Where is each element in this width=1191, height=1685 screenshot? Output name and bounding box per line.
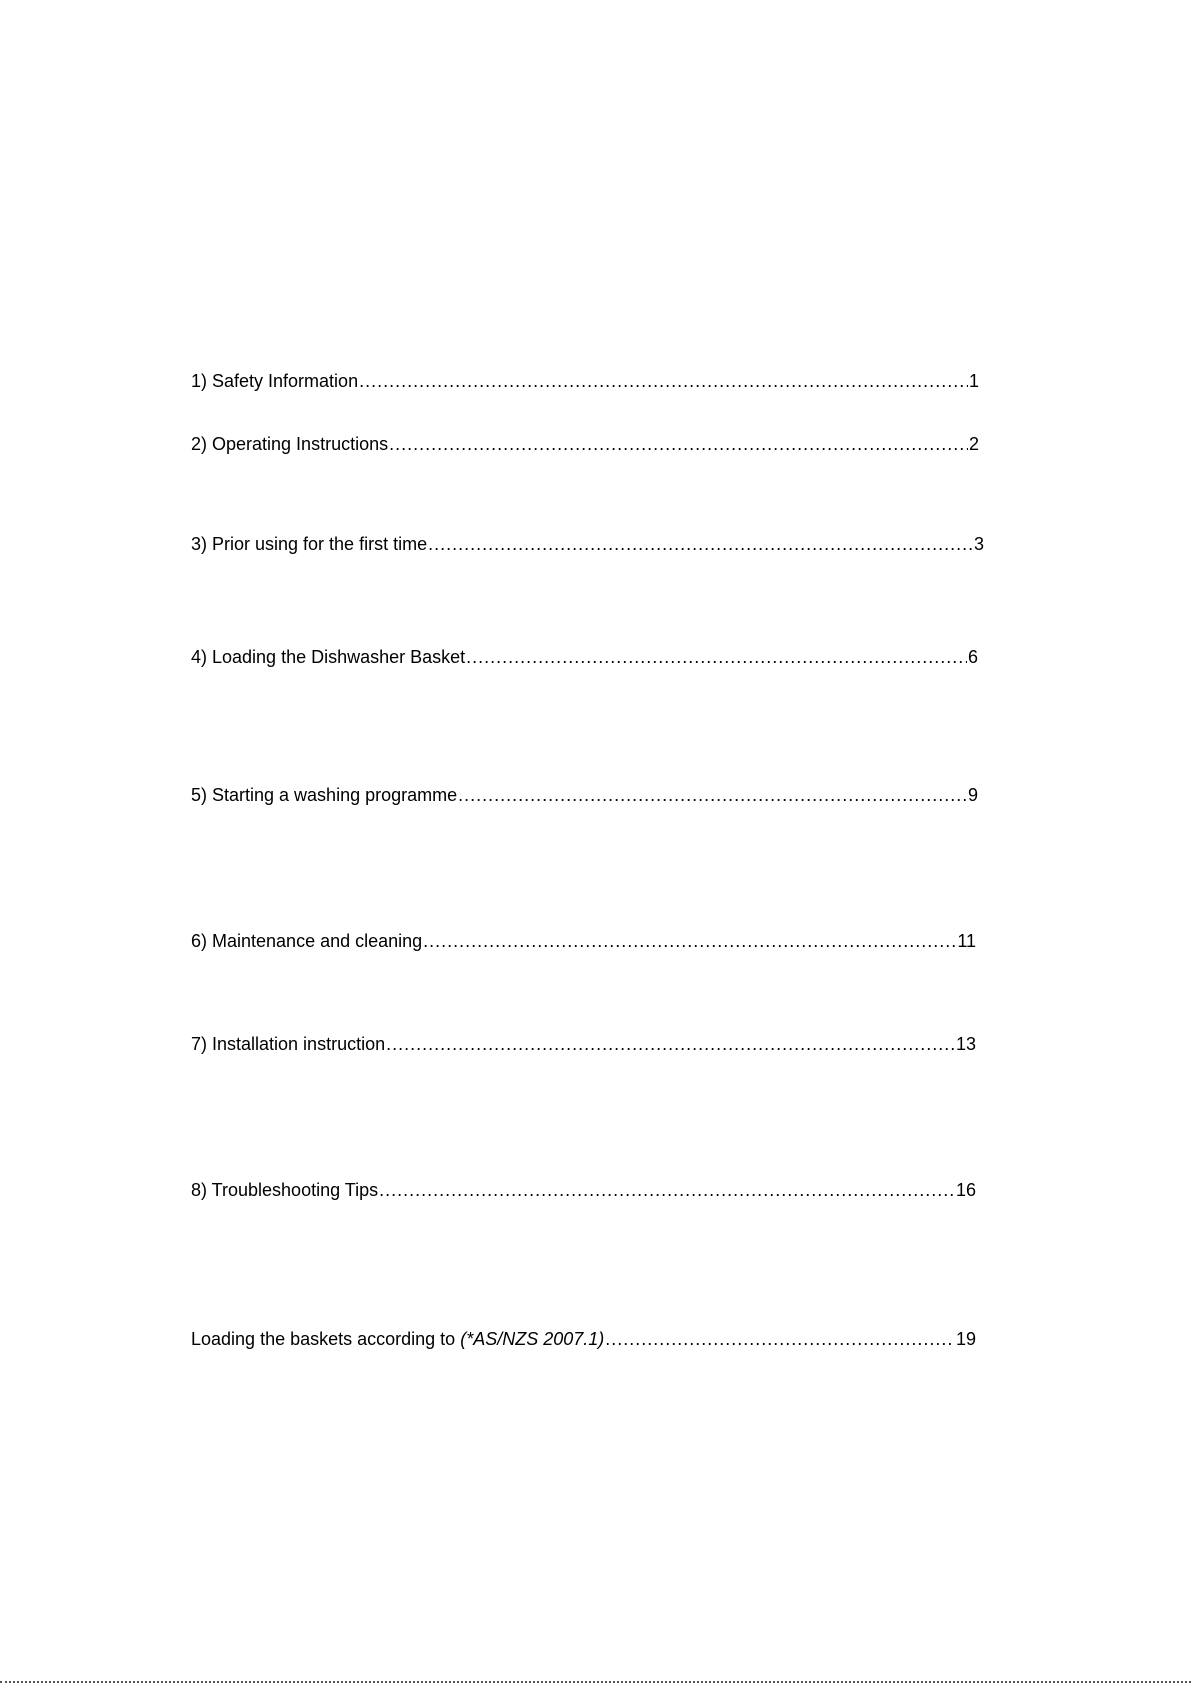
toc-entry-title: 3) Prior using for the first time: [191, 534, 428, 554]
toc-entry-prior-using[interactable]: [191, 533, 984, 555]
toc-entry-page: 3: [973, 534, 984, 554]
toc-dot-leader: [605, 1328, 955, 1350]
toc-entry-title: 1) Safety Information: [191, 371, 359, 391]
toc-entry-operating-instructions[interactable]: [191, 433, 979, 455]
toc-entry-page: 16: [955, 1180, 976, 1200]
toc-entry-maintenance-cleaning[interactable]: [191, 930, 976, 952]
toc-dot-leader: [386, 1033, 955, 1055]
toc-dot-leader: [458, 784, 967, 806]
toc-entry-starting-washing-programme[interactable]: [191, 784, 978, 806]
toc-dot-leader: [359, 370, 968, 392]
toc-entry-page: 1: [968, 371, 979, 391]
toc-entry-loading-dishwasher-basket[interactable]: [191, 646, 978, 668]
toc-dot-leader: [423, 930, 956, 952]
toc-dot-leader: [379, 1179, 955, 1201]
toc-dot-leader: [389, 433, 968, 455]
toc-entry-page: 11: [957, 931, 976, 951]
toc-dot-leader: [466, 646, 967, 668]
toc-entry-title: 6) Maintenance and cleaning: [191, 931, 423, 951]
toc-entry-page: 9: [967, 785, 978, 805]
toc-entry-title: 7) Installation instruction: [191, 1034, 386, 1054]
toc-entry-title: 4) Loading the Dishwasher Basket: [191, 647, 466, 667]
toc-dot-leader: [428, 533, 973, 555]
toc-entry-title: [191, 1328, 604, 1350]
toc-entry-page: 2: [968, 434, 979, 454]
toc-entry-title-text: Loading the baskets according to: [191, 1329, 456, 1349]
toc-entry-safety-information[interactable]: [191, 370, 979, 392]
toc-entry-page: 13: [955, 1034, 976, 1054]
toc-entry-title: 5) Starting a washing programme: [191, 785, 458, 805]
toc-entry-page: 19: [955, 1329, 976, 1349]
page-bottom-dotted-rule: [0, 1681, 1191, 1683]
toc-entry-loading-baskets-standard[interactable]: [191, 1328, 976, 1350]
toc-entry-page: 6: [967, 647, 978, 667]
toc-entry-title: 8) Troubleshooting Tips: [191, 1180, 379, 1200]
toc-entry-installation-instruction[interactable]: [191, 1033, 976, 1055]
toc-entry-troubleshooting-tips[interactable]: [191, 1179, 976, 1201]
toc-entry-standard-reference: (*AS/NZS 2007.1): [460, 1329, 605, 1349]
toc-entry-title: 2) Operating Instructions: [191, 434, 389, 454]
